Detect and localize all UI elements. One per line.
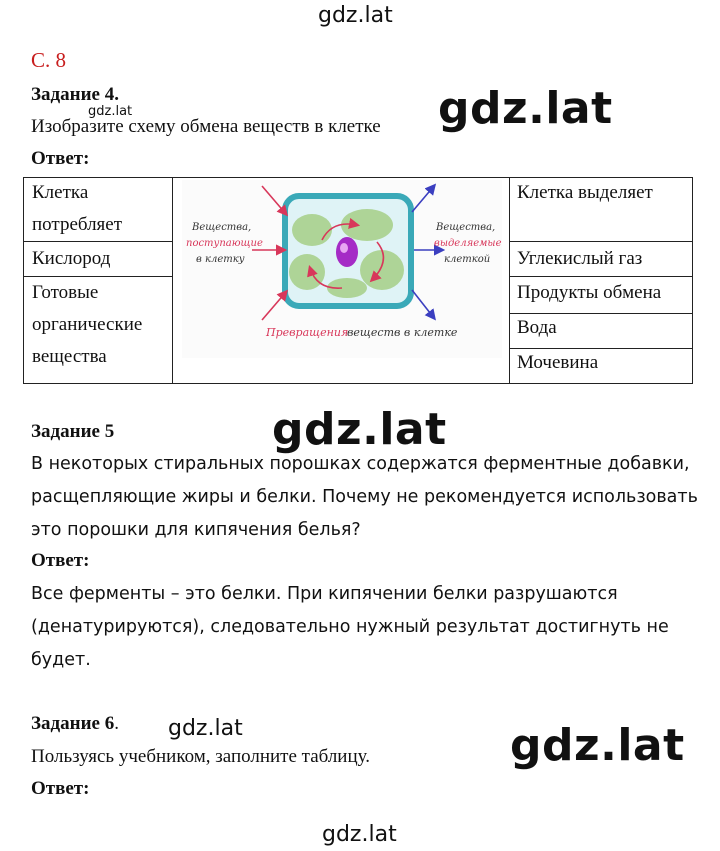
watermark-top: gdz.lat [318,3,393,28]
label-out-line3: клеткой [444,254,491,265]
cell-metabolism-diagram [182,180,502,358]
label-in-line1: Вещества, [192,222,252,233]
left-item-oxygen: Кислород [32,248,111,269]
label-in-line2: поступающие [186,238,263,249]
task6-title: Задание 6 [31,713,115,734]
task6-title-dot: . [114,713,119,734]
task5-answer-label: Ответ: [31,550,90,571]
organelle [341,209,393,241]
task4-question: Изобразите схему обмена веществ в клетке [31,116,381,137]
task4-answer-label: Ответ: [31,148,90,169]
right-item-water: Вода [517,317,557,338]
watermark-task6-large: gdz.lat [510,720,685,771]
task4-title: Задание 4. [31,84,119,105]
table-divider-left [172,178,173,383]
left-item-organic-line1: Готовые [32,282,99,303]
right-header: Клетка выделяет [517,182,653,203]
left-header-line1: Клетка [32,182,89,203]
label-out-line2: выделяемые [434,238,502,249]
task5-answer-line1: Все ферменты – это белки. При кипячении белки разрушаются [31,584,618,604]
table-divider-right [509,178,510,383]
watermark-inline: gdz.lat [88,104,133,119]
right-item-products: Продукты обмена [517,282,662,303]
nucleolus [340,243,348,253]
label-in-line3: в клетку [196,254,245,265]
task5-title: Задание 5 [31,421,115,442]
cell-diagram-svg [182,180,502,358]
organelle [289,254,325,290]
right-item-urea: Мочевина [517,352,599,373]
left-item-organic-line2: органические [32,314,143,335]
left-header-line2: потребляет [32,214,123,235]
organelle [360,250,404,290]
caption-part2: веществ в клетке [347,326,458,339]
caption-part1: Превращения [266,326,349,339]
watermark-large-right: gdz.lat [438,83,613,134]
metabolism-table [23,177,693,384]
left-item-organic-line3: вещества [32,346,107,367]
task5-answer-line2: (денатурируются), следовательно нужный результат достигнуть не [31,617,669,637]
task6-title-wrap [31,713,119,735]
page-number: С. 8 [31,48,67,72]
task5-question-line2: расщепляющие жиры и белки. Почему не рекомендуется использовать [31,487,698,507]
nucleus [336,237,358,267]
task5-question-line3: это порошки для кипячения белья? [31,520,361,540]
task5-answer-line3: будет. [31,650,91,670]
watermark-middle: gdz.lat [272,404,447,455]
task6-question: Пользуясь учебником, заполните таблицу. [31,746,370,767]
organelle [292,214,332,246]
task5-question-line1: В некоторых стиральных порошках содержатся ферментные добавки, [31,454,690,474]
watermark-task6-small: gdz.lat [168,716,243,741]
right-item-co2: Углекислый газ [517,248,643,269]
task6-answer-label: Ответ: [31,778,90,799]
watermark-bottom: gdz.lat [322,822,397,847]
label-out-line1: Вещества, [436,222,496,233]
